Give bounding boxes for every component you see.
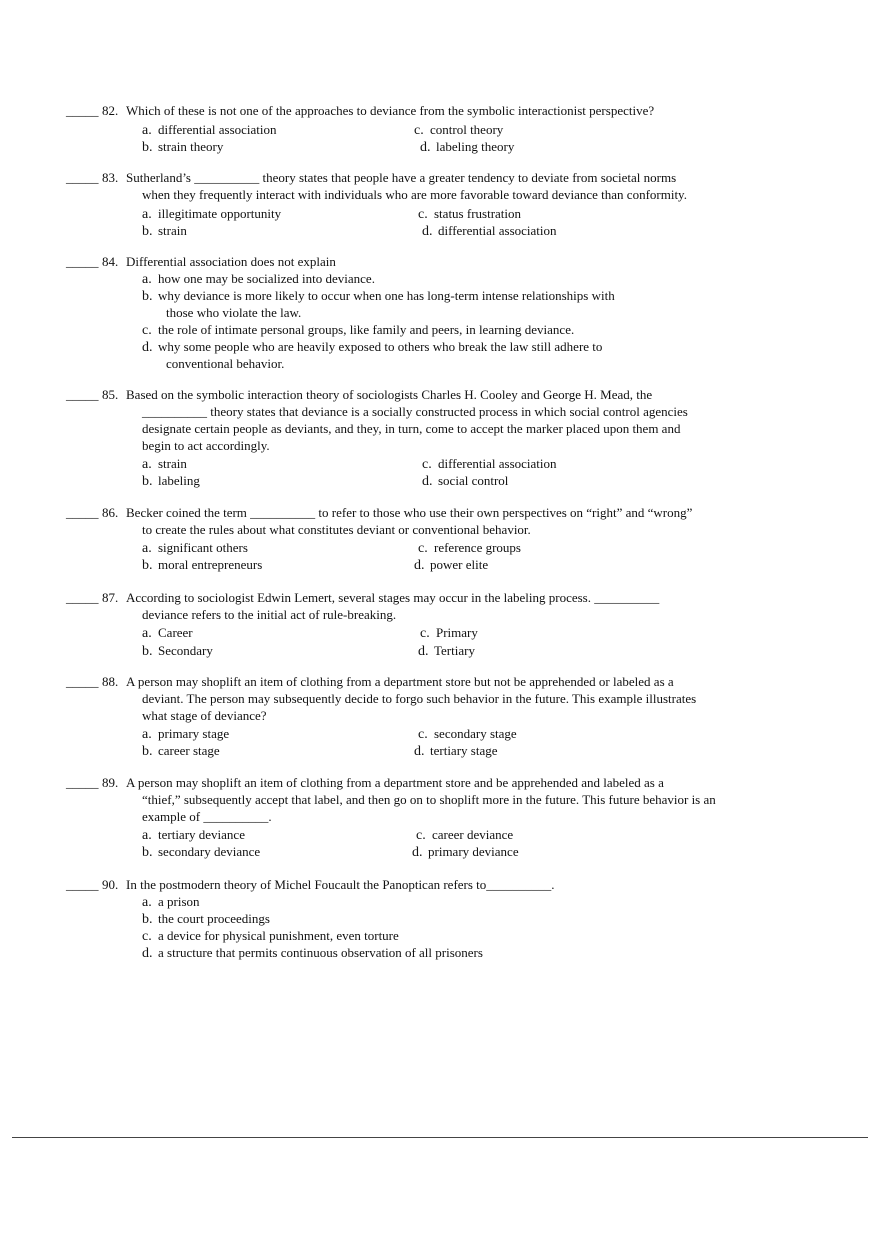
option-text: Tertiary bbox=[434, 643, 475, 658]
option-letter: c. bbox=[142, 929, 152, 944]
option-a[interactable] bbox=[142, 725, 229, 742]
option-d[interactable] bbox=[412, 843, 519, 860]
answer-blank[interactable]: _____ bbox=[66, 590, 99, 605]
option-text: illegitimate opportunity bbox=[158, 206, 282, 221]
option-letter: c. bbox=[418, 207, 428, 222]
question-stem: A person may shoplift an item of clothing from a department store and be apprehended and labeled as a bbox=[126, 775, 664, 790]
option-text-continued: conventional behavior. bbox=[166, 356, 285, 371]
question-stem: Which of these is not one of the approaches to deviance from the symbolic interactionist perspective? bbox=[126, 103, 655, 118]
question-stem-continued: when they frequently interact with individuals who are more favorable toward deviance than conformity. bbox=[142, 187, 687, 202]
option-text: moral entrepreneurs bbox=[158, 557, 263, 572]
question-89 bbox=[66, 774, 786, 861]
option-d[interactable] bbox=[420, 138, 514, 155]
option-text: secondary stage bbox=[434, 726, 517, 741]
option-letter: c. bbox=[142, 323, 152, 338]
option-letter: a. bbox=[142, 828, 152, 843]
question-82 bbox=[66, 102, 786, 155]
question-stem: Based on the symbolic interaction theory of sociologists Charles H. Cooley and George H. Mead, the bbox=[126, 387, 653, 402]
option-letter: b. bbox=[142, 744, 153, 759]
option-text: primary stage bbox=[158, 726, 230, 741]
option-d[interactable] bbox=[414, 742, 498, 759]
option-text: a prison bbox=[158, 894, 200, 909]
question-stem: According to sociologist Edwin Lemert, several stages may occur in the labeling process. __________ bbox=[126, 590, 660, 605]
option-text: power elite bbox=[430, 557, 489, 572]
question-stem: Differential association does not explain bbox=[126, 254, 336, 269]
option-c[interactable] bbox=[414, 121, 503, 138]
option-letter: d. bbox=[422, 224, 433, 239]
answer-blank[interactable]: _____ bbox=[66, 877, 99, 892]
question-stem-continued: designate certain people as deviants, and they, in turn, come to accept the marker placed upon them and bbox=[142, 421, 681, 436]
option-d[interactable] bbox=[414, 556, 488, 573]
answer-blank[interactable]: _____ bbox=[66, 170, 99, 185]
option-c[interactable] bbox=[418, 205, 521, 222]
option-letter: d. bbox=[414, 744, 425, 759]
option-a[interactable] bbox=[142, 539, 248, 556]
option-text: Primary bbox=[436, 625, 478, 640]
option-text: why some people who are heavily exposed to others who break the law still adhere to bbox=[158, 339, 603, 354]
option-text: career deviance bbox=[432, 827, 514, 842]
question-88 bbox=[66, 673, 786, 760]
question-stem-continued: begin to act accordingly. bbox=[142, 438, 270, 453]
option-letter: a. bbox=[142, 207, 152, 222]
option-c[interactable] bbox=[416, 826, 513, 843]
question-number: 84. bbox=[102, 254, 119, 269]
option-letter: c. bbox=[422, 457, 432, 472]
question-number: 88. bbox=[102, 674, 119, 689]
option-a[interactable] bbox=[142, 205, 281, 222]
option-text: career stage bbox=[158, 743, 220, 758]
option-letter: b. bbox=[142, 224, 153, 239]
option-c[interactable] bbox=[420, 624, 478, 641]
option-d[interactable] bbox=[142, 338, 786, 372]
question-stem-continued: deviant. The person may subsequently decide to forgo such behavior in the future. This example illustrates bbox=[142, 691, 697, 706]
option-a[interactable] bbox=[142, 893, 786, 910]
option-text: differential association bbox=[438, 456, 557, 471]
option-text: strain bbox=[158, 456, 187, 471]
option-c[interactable] bbox=[422, 455, 557, 472]
option-letter: b. bbox=[142, 474, 153, 489]
option-b[interactable] bbox=[142, 287, 786, 321]
question-stem: Sutherland’s __________ theory states that people have a greater tendency to deviate from societal norms bbox=[126, 170, 677, 185]
question-stem-continued: what stage of deviance? bbox=[142, 708, 267, 723]
option-b[interactable] bbox=[142, 138, 223, 155]
answer-blank[interactable]: _____ bbox=[66, 775, 99, 790]
option-letter: a. bbox=[142, 541, 152, 556]
question-number: 85. bbox=[102, 387, 119, 402]
option-text: the role of intimate personal groups, like family and peers, in learning deviance. bbox=[158, 322, 575, 337]
option-d[interactable] bbox=[418, 642, 475, 659]
option-letter: b. bbox=[142, 140, 153, 155]
question-stem-continued: __________ theory states that deviance is a socially constructed process in which social control agencies bbox=[142, 404, 688, 419]
question-number: 90. bbox=[102, 877, 119, 892]
option-text: primary deviance bbox=[428, 844, 519, 859]
option-text: how one may be socialized into deviance. bbox=[158, 271, 375, 286]
option-letter: c. bbox=[420, 626, 430, 641]
question-stem-continued: example of __________. bbox=[142, 809, 272, 824]
option-letter: c. bbox=[418, 727, 428, 742]
option-letter: d. bbox=[418, 644, 429, 659]
option-letter: a. bbox=[142, 123, 152, 138]
option-text: the court proceedings bbox=[158, 911, 270, 926]
option-text: social control bbox=[438, 473, 509, 488]
question-86 bbox=[66, 504, 786, 574]
question-number: 89. bbox=[102, 775, 119, 790]
option-c[interactable] bbox=[142, 321, 786, 338]
option-text: a device for physical punishment, even torture bbox=[158, 928, 399, 943]
question-stem-continued: deviance refers to the initial act of rule-breaking. bbox=[142, 607, 397, 622]
footer-rule bbox=[12, 1137, 868, 1138]
option-b[interactable] bbox=[142, 472, 200, 489]
question-90 bbox=[66, 876, 786, 961]
question-stem: A person may shoplift an item of clothing from a department store but not be apprehended or labeled as a bbox=[126, 674, 674, 689]
question-83 bbox=[66, 169, 786, 239]
option-letter: a. bbox=[142, 626, 152, 641]
option-a[interactable] bbox=[142, 270, 786, 287]
option-letter: b. bbox=[142, 845, 153, 860]
option-text: Secondary bbox=[158, 643, 213, 658]
option-text: why deviance is more likely to occur when one has long-term intense relationships with bbox=[158, 288, 615, 303]
option-letter: c. bbox=[414, 123, 424, 138]
question-stem: Becker coined the term __________ to refer to those who use their own perspectives on “right” and “wrong” bbox=[126, 505, 693, 520]
option-text: labeling bbox=[158, 473, 200, 488]
option-letter: d. bbox=[422, 474, 433, 489]
option-text-continued: those who violate the law. bbox=[166, 305, 302, 320]
answer-blank[interactable]: _____ bbox=[66, 674, 99, 689]
option-text: reference groups bbox=[434, 540, 521, 555]
option-b[interactable] bbox=[142, 910, 786, 927]
option-letter: d. bbox=[142, 340, 153, 355]
question-85 bbox=[66, 386, 786, 490]
option-a[interactable] bbox=[142, 826, 245, 843]
option-b[interactable] bbox=[142, 642, 213, 659]
option-letter: a. bbox=[142, 727, 152, 742]
option-c[interactable] bbox=[142, 927, 786, 944]
option-d[interactable] bbox=[142, 944, 786, 961]
option-text: Career bbox=[158, 625, 193, 640]
option-letter: a. bbox=[142, 457, 152, 472]
option-text: tertiary stage bbox=[430, 743, 498, 758]
option-text: control theory bbox=[430, 122, 504, 137]
option-c[interactable] bbox=[418, 725, 517, 742]
option-letter: b. bbox=[142, 912, 153, 927]
answer-blank[interactable]: _____ bbox=[66, 387, 99, 402]
option-letter: d. bbox=[412, 845, 423, 860]
option-text: status frustration bbox=[434, 206, 522, 221]
question-stem-continued: to create the rules about what constitutes deviant or conventional behavior. bbox=[142, 522, 531, 537]
answer-blank[interactable]: _____ bbox=[66, 505, 99, 520]
option-text: significant others bbox=[158, 540, 248, 555]
option-letter: d. bbox=[142, 946, 153, 961]
option-letter: b. bbox=[142, 289, 153, 304]
option-letter: b. bbox=[142, 644, 153, 659]
option-letter: a. bbox=[142, 272, 152, 287]
option-a[interactable] bbox=[142, 624, 193, 641]
option-a[interactable] bbox=[142, 455, 187, 472]
option-text: strain bbox=[158, 223, 187, 238]
option-text: labeling theory bbox=[436, 139, 515, 154]
question-number: 83. bbox=[102, 170, 119, 185]
option-d[interactable] bbox=[422, 472, 508, 489]
option-c[interactable] bbox=[418, 539, 521, 556]
option-letter: c. bbox=[416, 828, 426, 843]
question-number: 82. bbox=[102, 103, 119, 118]
option-b[interactable] bbox=[142, 556, 262, 573]
question-84 bbox=[66, 253, 786, 372]
question-stem-continued: “thief,” subsequently accept that label, and then go on to shoplift more in the future. This future behavior is an bbox=[142, 792, 716, 807]
option-text: strain theory bbox=[158, 139, 224, 154]
question-87 bbox=[66, 589, 786, 659]
question-number: 86. bbox=[102, 505, 119, 520]
option-letter: b. bbox=[142, 558, 153, 573]
option-letter: d. bbox=[420, 140, 431, 155]
question-stem: In the postmodern theory of Michel Foucault the Panoptican refers to__________. bbox=[126, 877, 555, 892]
option-d[interactable] bbox=[422, 222, 557, 239]
option-text: tertiary deviance bbox=[158, 827, 245, 842]
answer-blank[interactable]: _____ bbox=[66, 103, 99, 118]
option-text: differential association bbox=[438, 223, 557, 238]
option-letter: c. bbox=[418, 541, 428, 556]
option-letter: a. bbox=[142, 895, 152, 910]
option-b[interactable] bbox=[142, 222, 187, 239]
option-a[interactable] bbox=[142, 121, 277, 138]
option-text: secondary deviance bbox=[158, 844, 261, 859]
option-b[interactable] bbox=[142, 742, 220, 759]
option-text: a structure that permits continuous observation of all prisoners bbox=[158, 945, 483, 960]
option-b[interactable] bbox=[142, 843, 260, 860]
option-letter: d. bbox=[414, 558, 425, 573]
answer-blank[interactable]: _____ bbox=[66, 254, 99, 269]
question-number: 87. bbox=[102, 590, 119, 605]
option-text: differential association bbox=[158, 122, 277, 137]
